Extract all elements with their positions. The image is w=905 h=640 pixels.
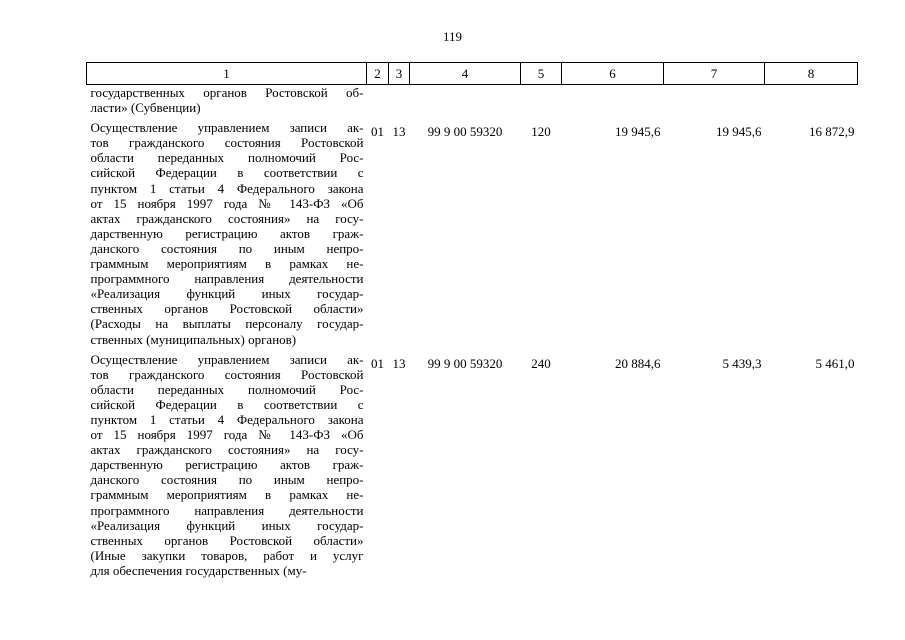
- description-line: «Реализация функций иных государ-: [90, 517, 364, 533]
- subsection-code: 13: [392, 355, 406, 371]
- subsection-code: [389, 85, 410, 116]
- description-line: для обеспечения государственных (му-: [90, 562, 307, 578]
- column-header-7: 7: [664, 63, 765, 85]
- description-line: ственных органов Ростовской области»: [90, 301, 364, 317]
- description-line: (Иные закупки товаров, работ и услуг: [90, 547, 364, 563]
- target-article-code: 99 9 00 59320: [427, 355, 503, 371]
- subsection-code: 13: [392, 124, 406, 140]
- amount-year-3: 5 461,0: [815, 355, 855, 371]
- description-line: актах гражданского состояния» на госу-: [90, 210, 364, 226]
- amount-year-1: [562, 85, 664, 116]
- description-line: актах гражданского состояния» на госу-: [90, 442, 364, 458]
- column-header-8: 8: [765, 63, 858, 85]
- description-line: ласти» (Субвенции): [90, 100, 201, 116]
- description-line: «Реализация функций иных государ-: [90, 286, 364, 302]
- expense-type-code: 120: [531, 124, 551, 140]
- description-line: государственных органов Ростовской об-: [90, 85, 364, 100]
- description-line: Осуществление управлением записи ак-: [90, 351, 364, 367]
- description-line: от 15 ноября 1997 года № 143-ФЗ «Об: [90, 195, 364, 211]
- table-row: [87, 85, 858, 116]
- amount-year-1: 20 884,6: [615, 355, 661, 371]
- amount-year-2: 5 439,3: [722, 355, 762, 371]
- description-line: пунктом 1 статьи 4 Федерального закона: [90, 180, 364, 196]
- column-header-1: 1: [87, 63, 367, 85]
- description-line: ственных (муниципальных) органов): [90, 331, 297, 347]
- budget-table: [86, 62, 858, 578]
- description-line: пунктом 1 статьи 4 Федерального закона: [90, 411, 364, 427]
- row-description: [87, 85, 367, 116]
- amount-year-1: 19 945,6: [615, 124, 661, 140]
- expense-type-code: 240: [531, 355, 551, 371]
- column-header-6: 6: [562, 63, 664, 85]
- table-header-row: [87, 63, 858, 85]
- description-line: дарственную регистрацию актов граж-: [90, 225, 364, 241]
- column-header-2: 2: [367, 63, 389, 85]
- description-line: Осуществление управлением записи ак-: [90, 120, 364, 136]
- column-header-3: 3: [389, 63, 410, 85]
- description-line: области переданных полномочий Рос-: [90, 381, 364, 397]
- amount-year-3: [765, 85, 858, 116]
- amount-year-2: 19 945,6: [716, 124, 762, 140]
- page-number: 119: [442, 29, 463, 44]
- description-line: программного направления деятельности: [90, 271, 364, 287]
- column-header-5: 5: [521, 63, 562, 85]
- description-line: сийской Федерации в соответствии с: [90, 165, 364, 181]
- column-header-4: 4: [410, 63, 521, 85]
- target-article-code: 99 9 00 59320: [427, 124, 503, 140]
- description-line: сийской Федерации в соответствии с: [90, 396, 364, 412]
- amount-year-2: [664, 85, 765, 116]
- description-line: тов гражданского состояния Ростовской: [90, 135, 364, 151]
- table-row: [87, 352, 858, 578]
- table-row: [87, 120, 858, 346]
- description-line: данского состояния по иным непро-: [90, 240, 364, 256]
- expense-type-code: [521, 85, 562, 116]
- target-article-code: [410, 85, 521, 116]
- description-line: ственных органов Ростовской области»: [90, 532, 364, 548]
- description-line: дарственную регистрацию актов граж-: [90, 457, 364, 473]
- description-line: от 15 ноября 1997 года № 143-ФЗ «Об: [90, 427, 364, 443]
- description-line: программного направления деятельности: [90, 502, 364, 518]
- description-line: данского состояния по иным непро-: [90, 472, 364, 488]
- section-code: 01: [371, 355, 384, 371]
- description-line: граммным мероприятиям в рамках не-: [90, 256, 364, 272]
- row-description: [87, 352, 367, 578]
- table-body: [87, 85, 858, 579]
- section-code: 01: [371, 124, 384, 140]
- row-description: [87, 120, 367, 346]
- description-line: граммным мероприятиям в рамках не-: [90, 487, 364, 503]
- section-code: [367, 85, 389, 116]
- description-line: тов гражданского состояния Ростовской: [90, 366, 364, 382]
- description-line: (Расходы на выплаты персоналу государ-: [90, 316, 364, 332]
- amount-year-3: 16 872,9: [809, 124, 855, 140]
- description-line: области переданных полномочий Рос-: [90, 150, 364, 166]
